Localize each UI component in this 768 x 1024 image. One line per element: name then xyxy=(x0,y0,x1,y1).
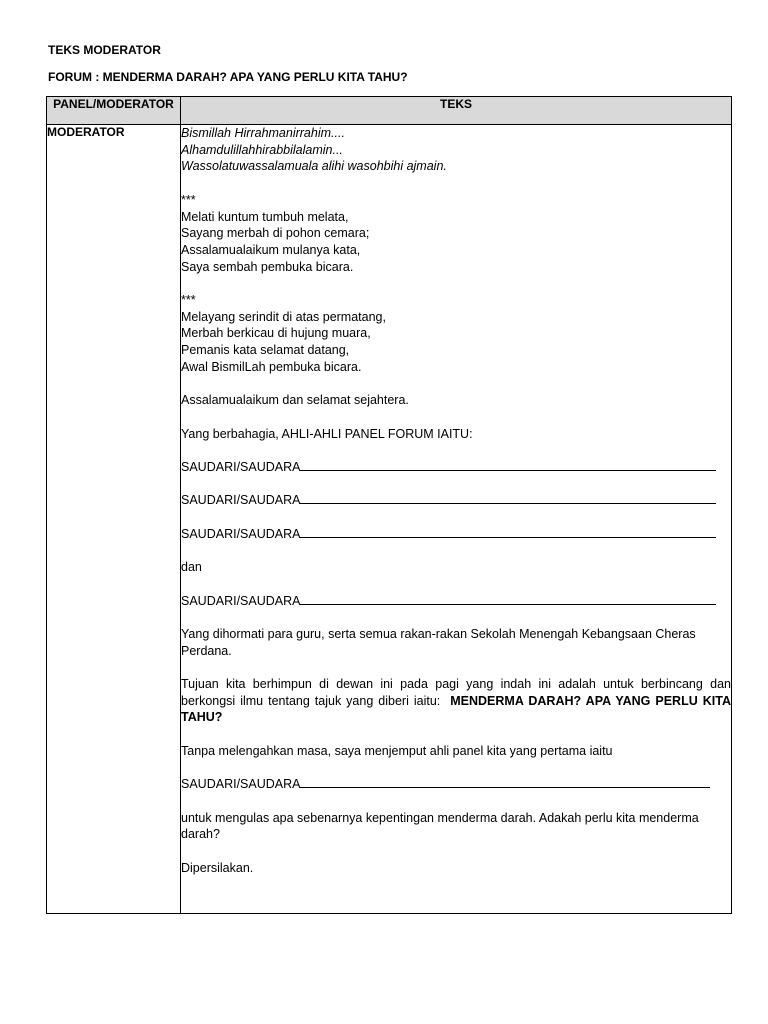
fill-in-line xyxy=(300,493,716,504)
opening-line: Wassolatuwassalamuala alihi wasohbihi ajmain. xyxy=(181,159,447,174)
panel-intro: Yang berbahagia, AHLI-AHLI PANEL FORUM IAITU: xyxy=(181,426,473,441)
panelist-blank xyxy=(181,459,731,476)
pantun-line: Saya sembah pembuka bicara. xyxy=(181,259,354,274)
pantun-line: Sayang merbah di pohon cemara; xyxy=(181,226,370,241)
pantun-marker: *** xyxy=(181,293,196,307)
greeting: Assalamualaikum dan selamat sejahtera. xyxy=(181,393,409,408)
panelist-blank xyxy=(181,776,731,793)
saudari-label: SAUDARI/SAUDARA xyxy=(181,777,301,792)
pantun-line: Assalamualaikum mulanya kata, xyxy=(181,242,361,257)
pantun-line: Melati kuntum tumbuh melata, xyxy=(181,209,349,224)
purpose-topic: MENDERMA DARAH? APA YANG PERLU KITA TAHU? xyxy=(181,693,731,725)
role-cell: MODERATOR xyxy=(47,125,181,914)
fill-in-line xyxy=(300,594,716,605)
purpose-paragraph xyxy=(181,676,731,726)
column-header-panel: PANEL/MODERATOR xyxy=(47,97,181,125)
saudari-label: SAUDARI/SAUDARA xyxy=(181,493,301,508)
saudari-label: SAUDARI/SAUDARA xyxy=(181,459,301,474)
panelist-blank xyxy=(181,593,731,610)
pantun-line: Melayang serindit di atas permatang, xyxy=(181,309,386,324)
column-header-text: TEKS xyxy=(181,97,732,125)
fill-in-line xyxy=(300,460,716,471)
question-paragraph: untuk mengulas apa sebenarnya kepentingan menderma darah. Adakah perlu kita menderma darah? xyxy=(181,810,699,842)
pantun-marker: *** xyxy=(181,192,196,207)
table-row xyxy=(47,125,732,914)
saudari-label: SAUDARI/SAUDARA xyxy=(181,593,301,608)
purpose-text: Tujuan kita berhimpun di dewan ini pada pagi yang indah ini adalah untuk berbincang dan berkongsi ilmu tentang tajuk yang diberi iaitu: xyxy=(181,677,731,708)
and-word: dan xyxy=(181,560,202,575)
text-cell xyxy=(181,125,732,914)
closing: Dipersilakan. xyxy=(181,860,254,875)
invite-first: Tanpa melengahkan masa, saya menjemput ahli panel kita yang pertama iaitu xyxy=(181,743,613,758)
pantun-line: Pemanis kata selamat datang, xyxy=(181,343,350,358)
saudari-label: SAUDARI/SAUDARA xyxy=(181,526,301,541)
script-table xyxy=(46,96,732,914)
fill-in-line xyxy=(300,777,710,788)
panelist-blank xyxy=(181,526,731,543)
opening-line: Bismillah Hirrahmanirrahim.... xyxy=(181,126,345,140)
document-title: TEKS MODERATOR xyxy=(48,43,161,57)
table-header-row xyxy=(47,97,732,125)
pantun-line: Awal BismilLah pembuka bicara. xyxy=(181,359,362,374)
respected-guests: Yang dihormati para guru, serta semua rakan-rakan Sekolah Menengah Kebangsaan Cheras Perdana. xyxy=(181,626,696,658)
panelist-blank xyxy=(181,492,731,509)
opening-line: Alhamdulillahhirabbilalamin... xyxy=(181,142,343,157)
forum-title: FORUM : MENDERMA DARAH? APA YANG PERLU KITA TAHU? xyxy=(48,70,408,84)
pantun-line: Merbah berkicau di hujung muara, xyxy=(181,326,371,341)
fill-in-line xyxy=(300,527,716,538)
